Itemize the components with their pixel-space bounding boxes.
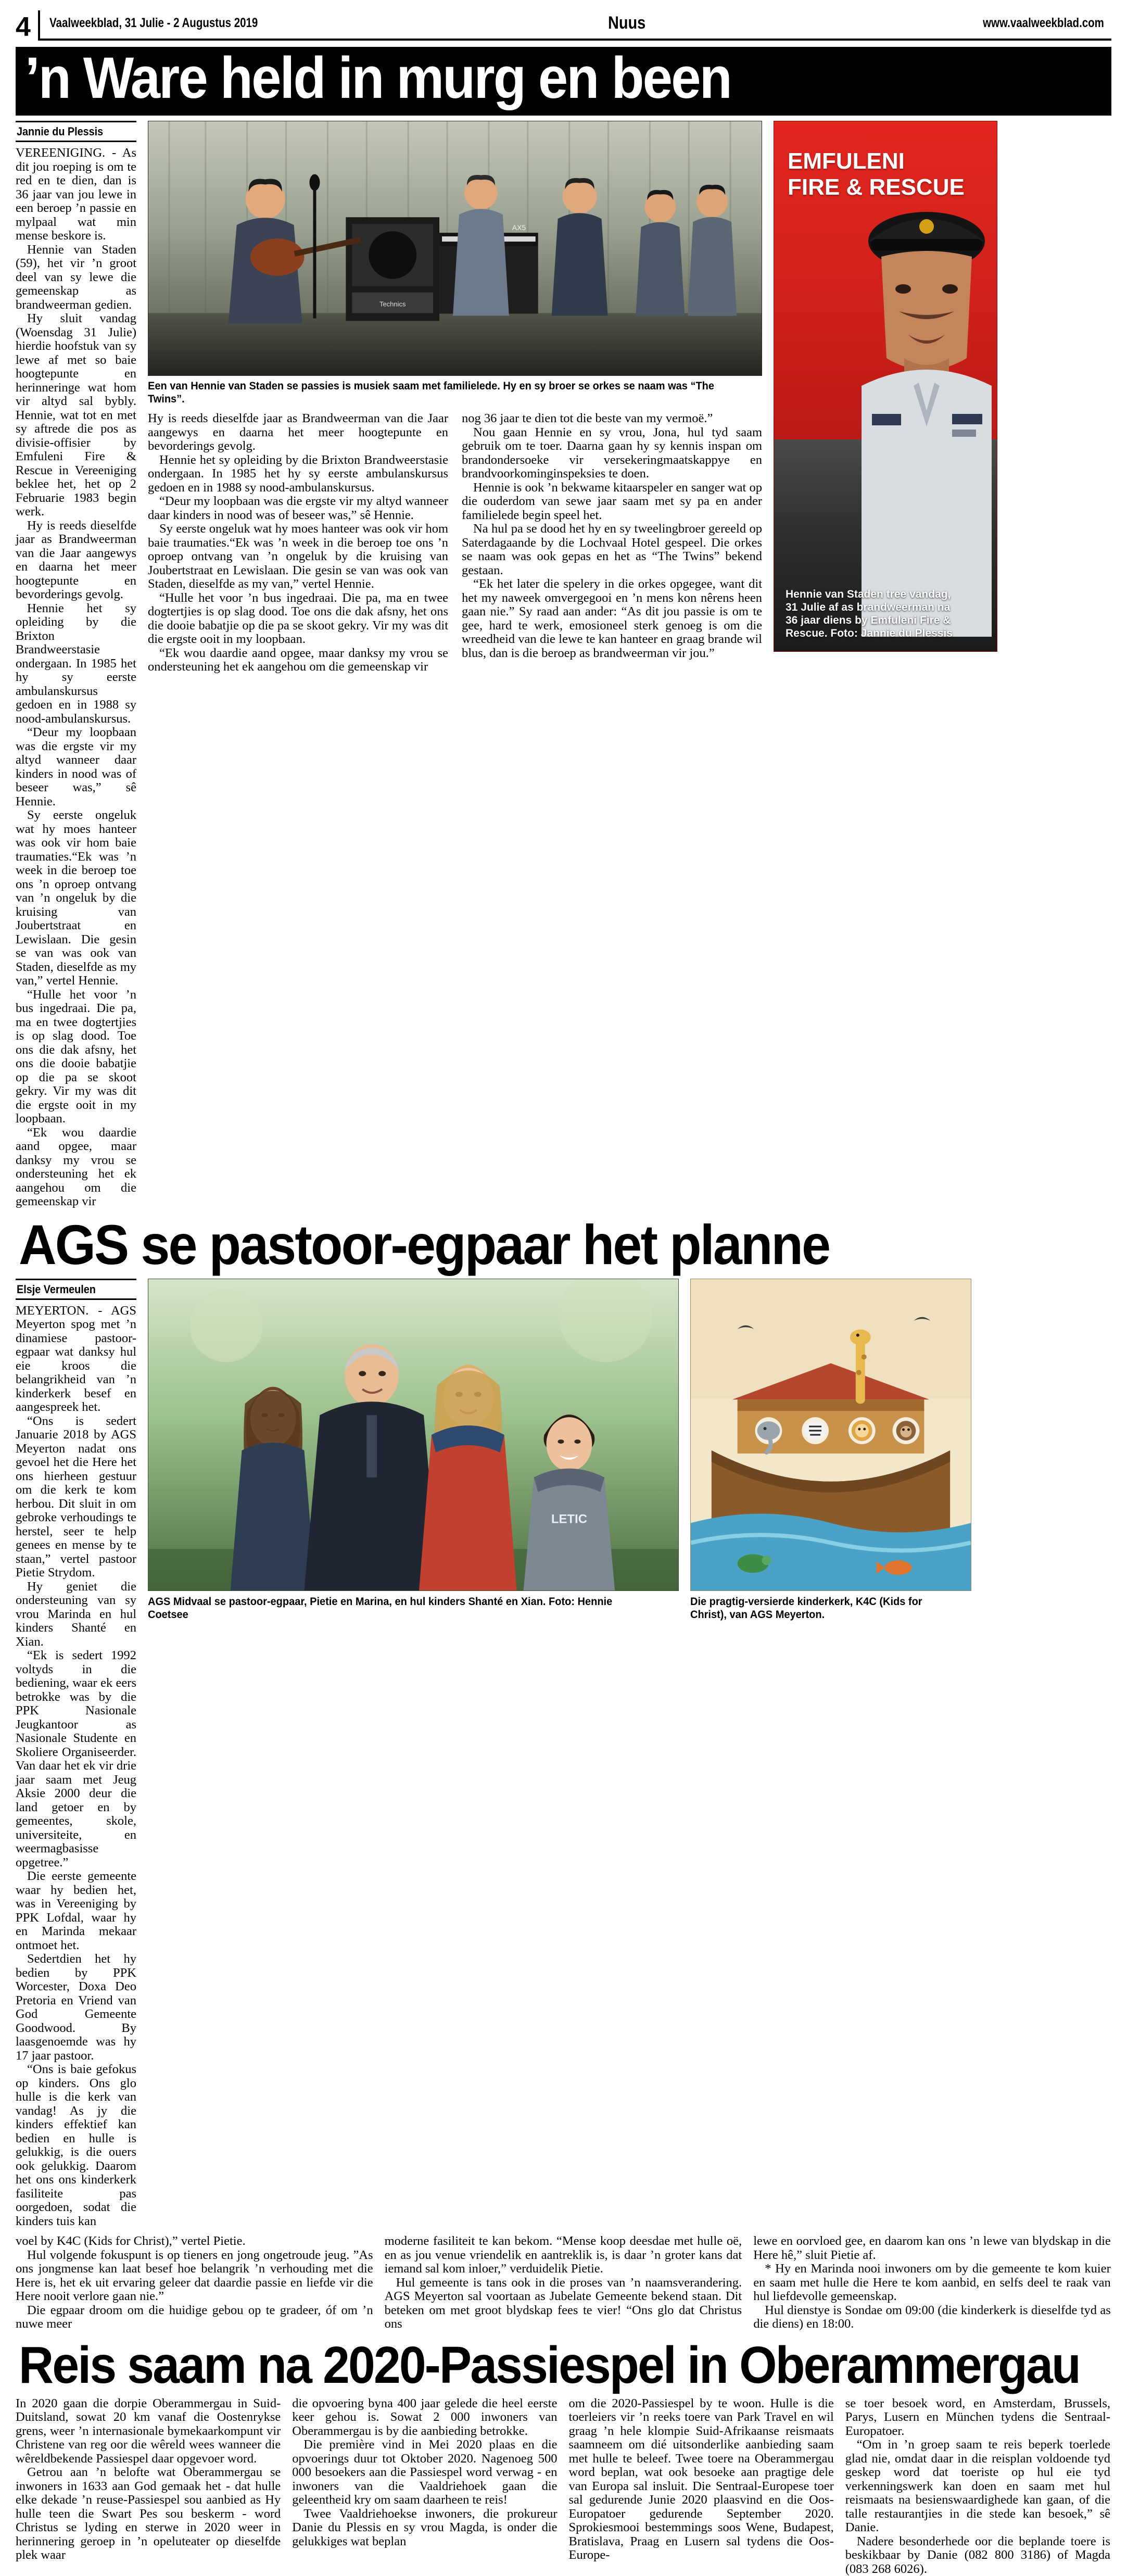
article3-col3 [569,2397,834,2576]
article1-col1b [148,412,448,674]
paragraph: In 2020 gaan die dorpie Oberammergau in Suid-Duitsland, sowat 20 km vanaf die Oostenrykse grens, weer ’n internasionale bymekaarkompunt vir Christene van reg oor die wêreld wees wanneer die wêreldbekende Passiespel daar opgevoer word. [16,2396,281,2466]
article1-byline-text: Jannie du Plessis [17,125,104,138]
paragraph: Sedertdien het hy bedien by PPK Worcester, Doxa Deo Pretoria en Vriend van God Gemeente Goodwood. By laasgenoemde was hy 17 jaar pastoor. [16,1952,136,2063]
family-photo-illustration [148,1279,678,1590]
article3 [16,2397,1111,2576]
paragraph: Hennie het sy opleiding by die Brixton Brandweerstasie ondergaan. In 1985 het hy sy eerste ambulanskursus gedoen en in 1988 sy nood-ambulanskursus. [16,601,136,726]
page-number: 4 [16,12,30,42]
section-title: Nuus [607,12,645,33]
paragraph: Hul dienstye is Sondae om 09:00 (die kinderkerk is dieselfde tyd as die diens) en 18:00. [753,2303,1111,2331]
paragraph: “Ek het later die spelery in die orkes opgegee, want dit het my naweek omvergegooi en ’n mens kon nêrens heen gaan nie.” Sy raad aan ander: “As dit jou passie is om te gee, hard te werk, emosioneel sterk genoeg is om die wreedheid van die lewe te kan hanteer en graag brande wil blus, dan is die beroep as brandweerman vir jou.” [462,577,762,660]
article2-byline-text: Elsje Vermeulen [17,1282,96,1296]
paragraph: Hy is reeds dieselfde jaar as Brandweerman van die Jaar aangewys en daarna het meer hoogtepunte en bevorderings gevolg. [148,411,448,453]
paragraph: Sy eerste ongeluk wat hy moes hanteer was ook vir hom baie traumaties.“Ek was ’n week in die beroep toe ons ’n oproep ontvang van ’n ongeluk by die kruising van Joubertstraat en Lewislaan. Die gesin se van was ook van Staden, dieselfde as my van,” vertel Hennie. [16,808,136,988]
band-photo-illustration [148,121,762,375]
paragraph: “Ek wou daardie aand opgee, maar danksy my vrou se ondersteuning het ek aangehou om die gemeenskap vir [148,646,448,674]
noahs-ark-mural-illustration [691,1279,971,1590]
paragraph: MEYERTON. - AGS Meyerton spog met ’n dinamiese pastoor-egpaar wat danksy hul eie kroos die belangrikheid van ’n kinderkerk besef en aangespreek het. [16,1303,136,1415]
article2-photo-block [148,1279,679,2229]
article1-lower-columns [148,412,762,674]
fire-signage-line2: FIRE & RESCUE [788,174,965,200]
article1-main [148,121,762,1209]
paragraph: Twee Vaaldriehoekse inwoners, die prokureur Danie du Plessis en sy vrou Magda, is onder die gelukkiges wat beplan [292,2506,558,2548]
article2-photo2-block [690,1279,971,2229]
paragraph: “Deur my loopbaan was die ergste vir my altyd wanneer daar kinders in nood was of beseer was,” sê Hennie. [16,725,136,809]
paragraph: VEREENIGING. - As dit jou roeping is om te red en te dien, dan is 36 jaar van jou lewe in een beroep ’n passie en mylpaal wat min mense beskore is. [16,146,136,243]
website-url[interactable]: www.vaalweekblad.com [983,15,1104,30]
article3-col4 [845,2397,1110,2576]
paragraph: Hy sluit vandag (Woensdag 31 Julie) hierdie hoofstuk van sy lewe af met so baie hoogtepunte en herinneringe wat hom vir altyd sal bybly. Hennie, wat tot en met sy aftrede die pos as divisie-offisier by Emfuleni Fire & Rescue in Vereeniging beklee het, het op 2 Februarie 1983 begin werk. [16,311,136,519]
article1-photo1-caption: Een van Hennie van Staden se passies is musiek saam met familielede. Hy en sy broer se orkes se naam was “The Twins”. [148,380,715,405]
article2 [16,1279,1111,2229]
svg-text:LETIC: LETIC [551,1512,587,1526]
article2-col4 [753,2234,1111,2331]
article2-lower-columns [16,2234,1111,2331]
paragraph: “Ek wou daardie aand opgee, maar danksy my vrou se ondersteuning het ek aangehou om die gemeenskap vir [16,1125,136,1208]
paragraph: Nou gaan Hennie en sy vrou, Jona, hul tyd saam gebruik om te toer. Daarna gaan hy sy kennis inspan om brandondersoeke vir versekeringmaatskappye en brandvoorkominginspeksies te doen. [462,425,762,481]
paragraph: die opvoering byna 400 jaar gelede die heel eerste keer gehou is. Sowat 2 000 inwoners van Oberammergau is by die aanbieding betrokke. [292,2396,558,2438]
article2-photo2-caption: Die pragtig-versierde kinderkerk, K4C (Kids for Christ), van AGS Meyerton. [690,1595,922,1621]
paragraph: voel by K4C (Kids for Christ),” vertel Pietie. [16,2234,246,2249]
paragraph: moderne fasiliteit te kan bekom. “Mense koop deesdae met hulle oë, en as jou venue vriendelik en aantreklik is, is daar ’n groter kans dat iemand sal kom inloer,” verduidelik Pietie. [384,2234,742,2276]
masthead-bar [38,10,1111,41]
fireman-portrait-illustration [841,179,997,637]
fire-signage-line1: EMFULENI [788,148,905,174]
paragraph: lewe en oorvloed gee, en daarom kan ons ’n lewe van blydskap in die Here hê,” sluit Pietie af. [753,2234,1111,2262]
paragraph: Hennie het sy opleiding by die Brixton Brandweerstasie ondergaan. In 1985 het hy sy eerste ambulanskursus gedoen en in 1988 sy nood-ambulanskursus. [148,452,448,495]
paragraph: Die eerste gemeente waar hy bedien het, was in Vereeniging by PPK Lofdal, waar hy en Marinda mekaar ontmoet het. [16,1869,136,1952]
article1-headline: ’n Ware held in murg en been [25,47,731,110]
paragraph: se toer besoek word, en Amsterdam, Brussels, Parys, Lusern en München tydens die Sentraal-Europatoer. [845,2396,1110,2438]
paragraph: Sy eerste ongeluk wat hy moes hanteer was ook vir hom baie traumaties.“Ek was ’n week in die beroep toe ons ’n oproep ontvang van ’n ongeluk by die kruising van Joubertstraat en Lewislaan. Die gesin se van was ook van Staden, dieselfde as my van,” vertel Hennie. [148,522,448,591]
paragraph: om die 2020-Passiespel by te woon. Hulle is die toerleiers vir ’n reeks toere van Park Travel en wil graag ’n hele klompie Suid-Afrikaanse reismaats saamneem om dié uitsonderlike aanbieding saam met hulle te beleef. Twee toere na Oberammergau word beplan, wat ook besoeke aan pragtige dele van Europa sal insluit. Die Sentraal-Europese toer sal gedurende Junie 2020 plaasvind en die Oos-Europatoer gedurende September 2020. Sprokiesmooi bestemmings soos Wene, Budapest, Bratislava, Praag en Lusern sal tydens die Oos-Europe- [568,2396,834,2562]
article2-col2 [16,2234,373,2331]
paragraph: Die première vind in Mei 2020 plaas en die opvoerings duur tot Oktober 2020. Nagenoeg 500 000 besoekers aan die Passiespel word verwag - en inwoners van die Vaaldriehoek gaan die geleentheid kry om saam daarheen te reis! [292,2438,558,2507]
paragraph: “Om in ’n groep saam te reis beperk toerlede glad nie, omdat daar in die reisplan voldoende tyd geskep word dat toeriste op hul eie tyd verkenningswerk kan doen en saam met hul reismaats na besienswaardighede kan gaan, of die talle restaurantjies in die stede kan besoek,” sê Danie. [845,2438,1110,2535]
paragraph: “Ons is sedert Januarie 2018 by AGS Meyerton nadat ons gevoel het die Here het ons hierheen gestuur om die kerk te kom herbou. Dit sluit in om gebroke verhoudings te herstel, seer te help genees en mense by te staan,” vertel pastoor Pietie Strydom. [16,1413,136,1580]
article1-col1 [16,121,136,1209]
article1-headline-band [16,47,1111,116]
paragraph: Hul volgende fokuspunt is op tieners en jong ongetroude jeug. ”As ons jongmense kan laat besef hoe belangrik ’n verhouding met die Here is, het ek uit ervaring geleer dat daardie passie en liefde vir die Here nooit verlore gaan nie.” [16,2247,373,2304]
paragraph: Hy is reeds dieselfde jaar as Brandweerman van die Jaar aangewys en daarna het meer hoogtepunte en bevorderings gevolg. [16,518,136,601]
article2-col1-body [16,1304,136,2229]
band-photo [148,121,762,376]
paragraph: * Hy en Marinda nooi inwoners om by die gemeente te kom kuier en saam met hulle die Here te kom aanbid, en selfs deel te raak van hul liefdevolle gemeenskap. [753,2262,1111,2304]
svg-text:Technics: Technics [379,300,406,308]
masthead [16,0,1111,41]
paragraph: “Deur my loopbaan was die ergste vir my altyd wanneer daar kinders in nood was of beseer was,” sê Hennie. [148,494,448,522]
article1-photo2-caption: Hennie van Staden tree vandag, 31 Julie af as brandweerman na 36 jaar diens by Emfuleni Fire & Rescue. Foto: Jannie du Plessis [786,588,953,639]
article2-byline [16,1279,136,1300]
paragraph: nog 36 jaar te dien tot die beste van my vermoë.” [462,411,713,425]
svg-text:AX5: AX5 [512,223,526,232]
paragraph: Die egpaar droom om die huidige gebou op te gradeer, óf om ’n nuwe meer [16,2303,373,2331]
paragraph: Nadere besonderhede oor die beplande toere is beskikbaar by Danie (082 800 3186) of Magda (083 268 6026). [845,2534,1110,2576]
article3-col1 [16,2397,281,2576]
article2-photo1-caption: AGS Midvaal se pastoor-egpaar, Pietie en Marina, en hul kinders Shanté en Xian. Foto: Hennie Coetsee [148,1595,613,1621]
paragraph: “Ons is baie gefokus op kinders. Ons glo hulle is die kerk van vandag! As jy die kinders effektief kan bedien en hulle is gelukkig, is die ouers ook gelukkig. Daarom het ons ons kinderkerk fasiliteite pas oorgedoen, sodat die kinders tuis kan [16,2062,136,2228]
article1-col3 [774,121,997,1209]
paragraph: “Hulle het voor ’n bus ingedraai. Die pa, ma en twee dogtertjies is op slag dood. Toe ons die dak afsny, het ons die dooie babatjie op die pa se skoot gekry. Vir my was dit die ergste ooit in my loopbaan. [16,987,136,1126]
article1-byline [16,121,136,142]
article2-col1 [16,1279,136,2229]
article3-col2 [292,2397,557,2576]
article1-col1-body [16,146,136,1209]
article1-col2 [462,412,762,674]
paragraph: “Ek is sedert 1992 voltyds in die bediening, waar ek eers betrokke was by die PPK Nasionale Jeugkantoor as Nasionale Studente en Skoliere Organiseerder. Van daar het ek vir drie jaar saam met Jeug Aksie 2000 deur die land getoer en by gemeentes, skole, universiteite, en weermagbasisse opgetree.” [16,1648,136,1870]
paragraph: Hul gemeente is tans ook in die proses van ’n naamsverandering. AGS Meyerton sal voortaan as Jubelate Gemeente bekend staan. Dit beteken om met groot blydskap fees te vier! “Ons glo dat Christus ons [384,2275,742,2331]
family-photo [148,1279,679,1591]
article3-headline: Reis saam na 2020-Passiespel in Oberammergau [19,2335,1080,2394]
article1 [16,121,1111,1209]
paragraph: Hennie van Staden (59), het vir ’n groot deel van sy lewe die gemeenskap as brandweerman gedien. [16,242,136,312]
kinderkerk-mural-photo [690,1279,971,1591]
fireman-photo [774,121,997,652]
article2-headline: AGS se pastoor-egpaar het planne [19,1213,830,1276]
paragraph: Getrou aan ’n belofte wat Oberammergau se inwoners in 1633 aan God gemaak het - dat hulle elke dekade ’n reuse-Passiespel sou aanbied as Hy hulle teen die Swart Pes sou beskerm - word Christus se lyding en sterwe in 2020 weer in herinnering geroep in ’n opeluteater op dieselfde plek waar [16,2465,281,2562]
paragraph: “Hulle het voor ’n bus ingedraai. Die pa, ma en twee dogtertjies is op slag dood. Toe ons die dak afsny, het ons die dooie babatjie op die pa se skoot gekry. Vir my was dit die ergste ooit in my loopbaan. [148,590,448,646]
publication-date: Vaalweekblad, 31 Julie - 2 Augustus 2019 [49,15,258,30]
article2-col3 [385,2234,742,2331]
paragraph: Hy geniet die ondersteuning van sy vrou Marinda en hul kinders Shanté en Xian. [16,1579,136,1649]
paragraph: Na hul pa se dood het hy en sy tweelingbroer gereeld op Saterdagaande by die Lochvaal Hotel gespeel. Die orkes se naam was ook gepas en het as “The Twins” bekend gestaan. [462,522,762,577]
paragraph: Hennie is ook ’n bekwame kitaarspeler en sanger wat op die ouderdom van sewe jaar saam met sy pa en ander familielede begin speel het. [462,480,762,522]
